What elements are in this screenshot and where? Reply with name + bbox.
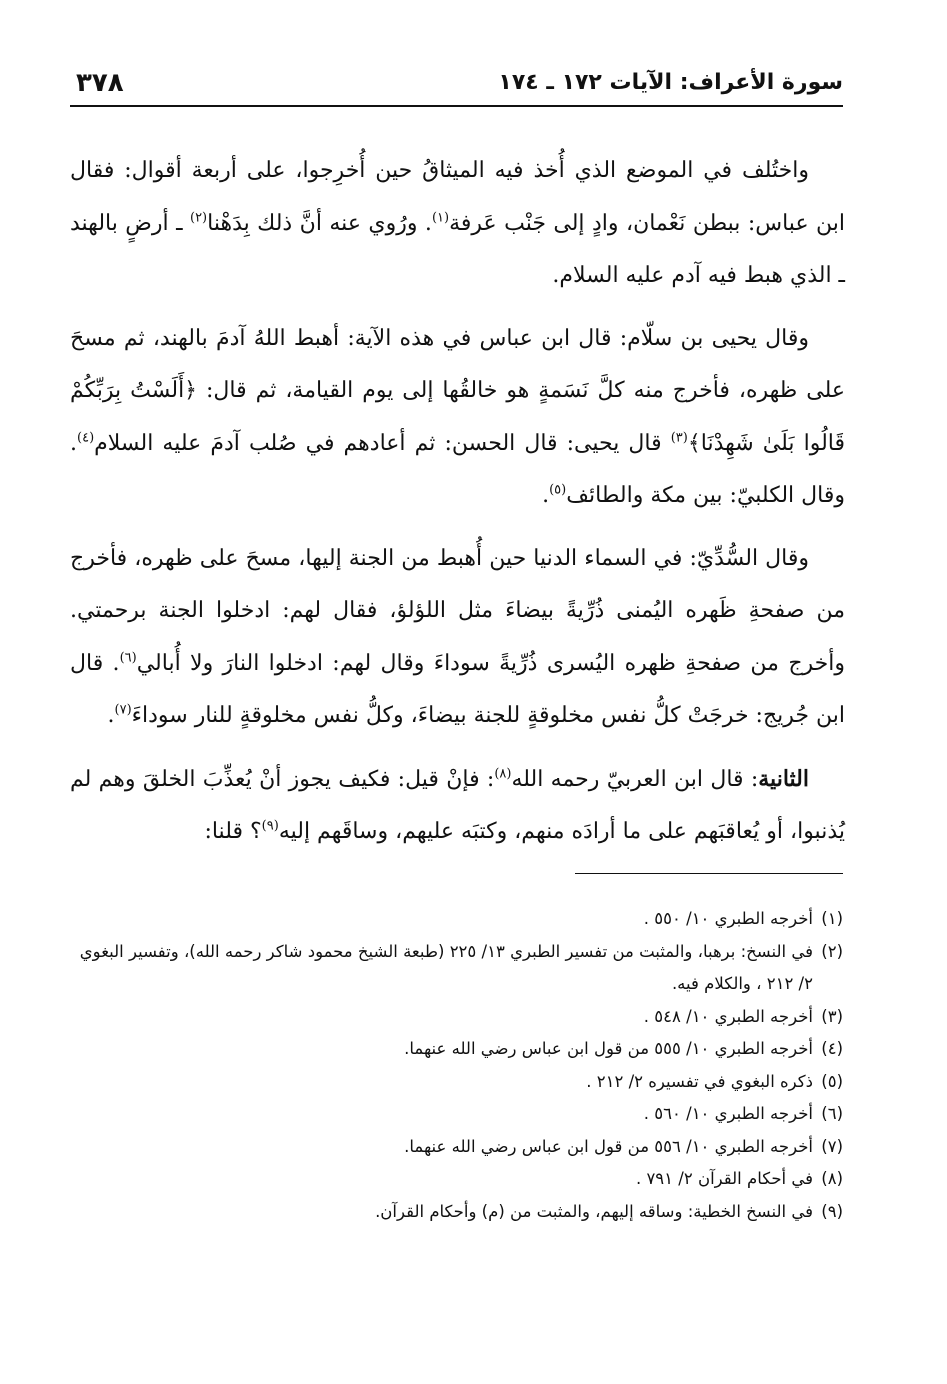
page-number: ٣٧٨: [76, 68, 124, 98]
footnote-text: في النسخ: برهبا، والمثبت من تفسير الطبري ١٣/ ٢٢٥ (طبعة الشيخ محمود شاكر رحمه الله)، وتفسير البغوي ٢/ ٢١٢ ، والكلام فيه.: [79, 941, 813, 993]
section-lead-word: الثانية: [758, 765, 809, 792]
footnote-item: [70, 1131, 843, 1164]
footnote-ref-8[interactable]: (٨): [494, 766, 512, 782]
paragraph-3-text-c: .: [107, 703, 115, 728]
footnote-ref-6[interactable]: (٦): [119, 650, 137, 666]
footnote-item: [70, 1066, 843, 1099]
paragraph-1-text-b: . ورُوي عنه أنَّ ذلك بِدَهْنا: [207, 210, 432, 236]
footnote-text: في أحكام القرآن ٢/ ٧٩١ .: [635, 1169, 813, 1188]
footnote-item: [70, 1033, 843, 1066]
footnote-number: (٢): [821, 941, 843, 961]
paragraph-2-text-c: . وقال الكلبيّ: بين مكة والطائف: [70, 430, 845, 508]
paragraph-3-text-b: . قال ابن جُريج: خرجَتْ كلُّ نفس مخلوقةٍ للجنة بيضاءَ، وكلُّ نفس مخلوقةٍ للنار سوداءَ: [70, 650, 845, 728]
footnote-text: أخرجه الطبري ١٠/ ٥٥٥ من قول ابن عباس رضي الله عنهما.: [404, 1039, 813, 1058]
header-title: سورة الأعراف: الآيات ١٧٢ ـ ١٧٤: [498, 70, 843, 95]
footnote-text: أخرجه الطبري ١٠/ ٥٦٠ .: [643, 1104, 813, 1123]
footnote-number: (٣): [821, 1006, 843, 1026]
main-text: [70, 145, 845, 869]
paragraph-1-text-a: واختُلف في الموضع الذي أُخذ فيه الميثاقُ حين أُخرِجوا، على أربعة أقوال: فقال ابن عباس: ببطن نَعْمان، وادٍ إلى جَنْب عَرفة: [70, 158, 845, 236]
footnote-text: في النسخ الخطية: وساقه إليهم، والمثبت من (م) وأحكام القرآن.: [375, 1201, 813, 1221]
footnote-number: (٦): [821, 1104, 843, 1123]
footnote-item: [70, 936, 843, 1001]
paragraph-1-text-c: ـ أرضٍ بالهند ـ الذي هبط فيه آدم عليه السلام.: [70, 210, 845, 288]
footnote-ref-2[interactable]: (٢): [189, 210, 208, 226]
footnotes: [70, 903, 843, 1228]
paragraph-3: [70, 533, 845, 743]
footnote-ref-1[interactable]: (١): [431, 210, 450, 226]
paragraph-2: [70, 313, 845, 523]
header-divider: [70, 105, 843, 107]
paragraph-2-text-b: قال يحيى: قال الحسن: ثم أعادهم في صُلب آدمَ عليه السلام: [94, 430, 671, 456]
footnote-text: أخرجه الطبري ١٠/ ٥٥٦ من قول ابن عباس رضي الله عنهما.: [404, 1136, 813, 1156]
footnote-item: [70, 903, 843, 936]
footnote-ref-3[interactable]: (٣): [670, 430, 688, 446]
footnote-item: [70, 1196, 843, 1229]
footnote-ref-4[interactable]: (٤): [77, 430, 95, 446]
footnote-ref-5[interactable]: (٥): [549, 482, 567, 498]
footnote-divider: [575, 873, 843, 874]
footnote-text: أخرجه الطبري ١٠/ ٥٥٠ .: [643, 909, 813, 928]
paragraph-3-text-a: وقال السُّدِّيّ: في السماء الدنيا حين أُهبط من الجنة إليها، مسحَ على ظهره، فأخرج من صفحةِ ظَهره اليُمنى ذُرِّيةً بيضاءَ مثل اللؤلؤ، فقال لهم: ادخلوا الجنة برحمتي. وأخرج من صفحةِ ظهره اليُسرى ذُرِّيةً سوداءَ وقال لهم: ادخلوا النارَ ولا أُبالي: [70, 545, 845, 676]
footnote-number: (٥): [821, 1071, 843, 1091]
footnote-number: (٩): [821, 1201, 843, 1221]
paragraph-2-text-d: .: [542, 483, 550, 508]
footnote-item: [70, 1001, 843, 1034]
footnote-ref-9[interactable]: (٩): [261, 818, 279, 834]
footnote-text: أخرجه الطبري ١٠/ ٥٤٨ .: [643, 1006, 813, 1026]
running-header: [70, 66, 843, 106]
paragraph-1: [70, 145, 845, 303]
paragraph-2-text-a: وقال يحيى بن سلّام: قال ابن عباس في هذه الآية: أهبط اللهُ آدمَ بالهند، ثم مسحَ على ظهره، فأخرج منه كلَّ نَسَمةٍ هو خالقُها إلى يوم القيامة، ثم قال: ﴿أَلَسْتُ بِرَبِّكُمْ قَالُوا بَلَىٰ شَهِدْنَا﴾: [70, 325, 846, 456]
footnote-item: [70, 1163, 843, 1196]
footnote-ref-7[interactable]: (٧): [114, 702, 132, 718]
paragraph-4: [70, 753, 845, 859]
paragraph-4-text-a: : قال ابن العربيّ رحمه الله: [511, 766, 759, 792]
footnote-number: (١): [821, 909, 843, 928]
footnote-number: (٤): [821, 1039, 843, 1058]
footnote-item: [70, 1098, 843, 1131]
footnote-text: ذكره البغوي في تفسيره ٢/ ٢١٢ .: [586, 1071, 813, 1091]
paragraph-4-text-c: ؟ قلنا:: [204, 819, 262, 844]
footnote-number: (٧): [821, 1136, 843, 1156]
footnote-number: (٨): [821, 1169, 843, 1188]
paragraph-4-text-b: : فإنْ قيل: فكيف يجوز أنْ يُعذِّبَ الخلقَ وهم لم يُذنبوا، أو يُعاقبَهم على ما أرادَه منهم، وكتبَه عليهم، وساقَهم إليه: [70, 766, 845, 844]
